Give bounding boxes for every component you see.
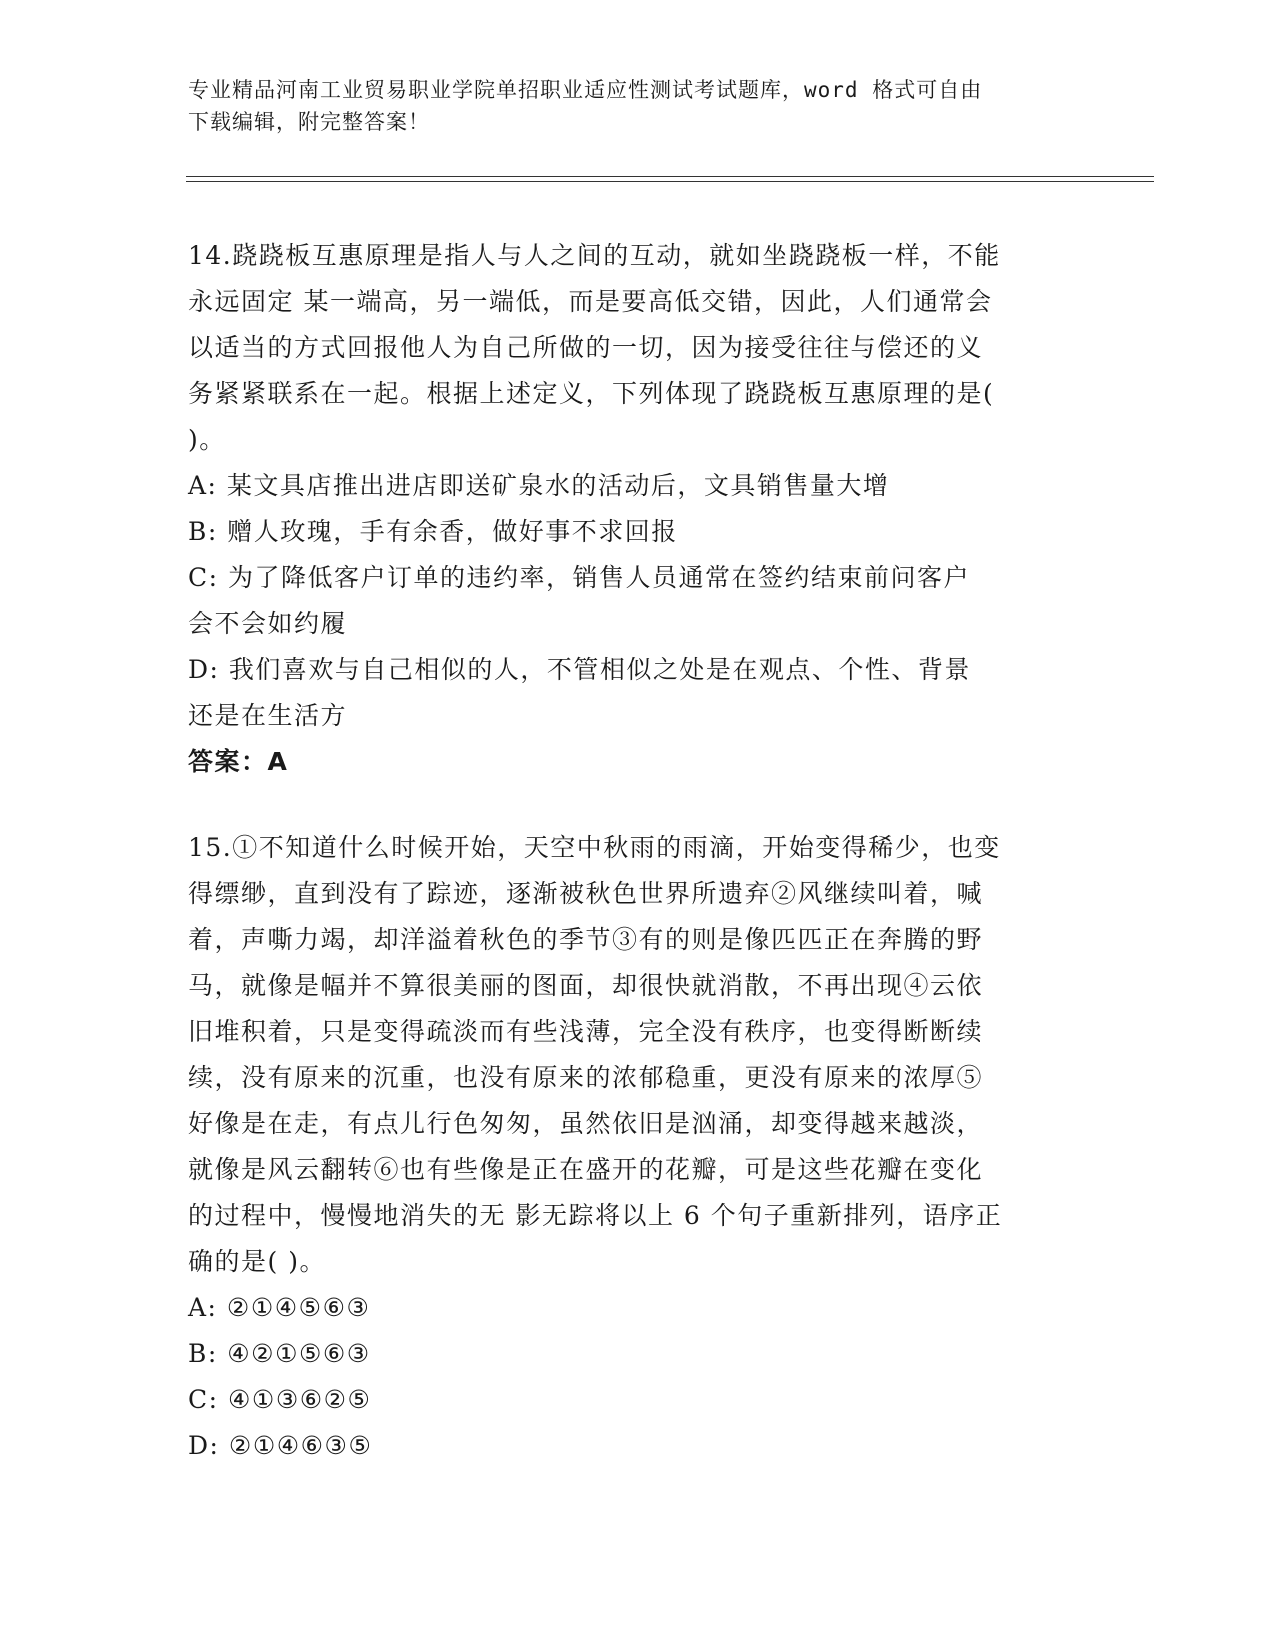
question-stem-line: 得缥缈，直到没有了踪迹，逐渐被秋色世界所遗弃②风继续叫着，喊 [188,879,984,908]
question-stem-line: 就像是风云翻转⑥也有些像是正在盛开的花瓣，可是这些花瓣在变化 [188,1155,984,1184]
question-stem-line: 旧堆积着，只是变得疏淡而有些浅薄，完全没有秩序，也变得断断续 [188,1017,984,1046]
question-stem-line: 以适当的方式回报他人为自己所做的一切，因为接受往往与偿还的义 [188,333,984,362]
question-stem-line: 的过程中，慢慢地消失的无 影无踪将以上 6 个句子重新排列，语序正 [188,1201,1003,1230]
header-divider [186,181,1154,182]
page-header [188,74,1088,138]
question-stem-line: 确的是( )。 [188,1247,326,1276]
option-d-continued: 还是在生活方 [188,701,348,730]
question-stem-line: 着，声嘶力竭，却洋溢着秋色的季节③有的则是像匹匹正在奔腾的野 [188,925,984,954]
option-a: A: 某文具店推出进店即送矿泉水的活动后，文具销售量大增 [188,471,890,500]
option-c: C: 为了降低客户订单的违约率，销售人员通常在签约结束前问客户 [188,563,971,592]
option-d: D: 我们喜欢与自己相似的人，不管相似之处是在观点、个性、背景 [188,655,971,684]
header-line: 专业精品河南工业贸易职业学院单招职业适应性测试考试题库，word 格式可自由 [188,78,983,102]
question-stem-line: 马，就像是幅并不算很美丽的图面，却很快就消散，不再出现④云依 [188,971,984,1000]
header-divider [186,176,1154,177]
option-c: C: ④①③⑥②⑤ [188,1385,372,1414]
question-stem-line: 好像是在走，有点儿行色匆匆，虽然依旧是汹涌，却变得越来越淡， [188,1109,984,1138]
option-a: A: ②①④⑤⑥③ [188,1293,371,1322]
answer: 答案：A [188,747,289,776]
option-b: B: ④②①⑤⑥③ [188,1339,371,1368]
header-line: 下载编辑，附完整答案！ [188,110,430,134]
question-15 [188,825,1088,1469]
question-stem-line: 14.跷跷板互惠原理是指人与人之间的互动，就如坐跷跷板一样，不能 [188,241,1001,270]
question-14 [188,233,1088,785]
question-stem-line: 续，没有原来的沉重，也没有原来的浓郁稳重，更没有原来的浓厚⑤ [188,1063,984,1092]
option-c-continued: 会不会如约履 [188,609,348,638]
option-b: B: 赠人玫瑰，手有余香，做好事不求回报 [188,517,678,546]
question-stem-line: 务紧紧联系在一起。根据上述定义，下列体现了跷跷板互惠原理的是( [188,379,995,408]
question-stem-line: 15.①不知道什么时候开始，天空中秋雨的雨滴，开始变得稀少，也变 [188,833,1001,862]
question-stem-line: )。 [188,425,226,454]
question-stem-line: 永远固定 某一端高，另一端低，而是要高低交错，因此，人们通常会 [188,287,993,316]
option-d: D: ②①④⑥③⑤ [188,1431,373,1460]
